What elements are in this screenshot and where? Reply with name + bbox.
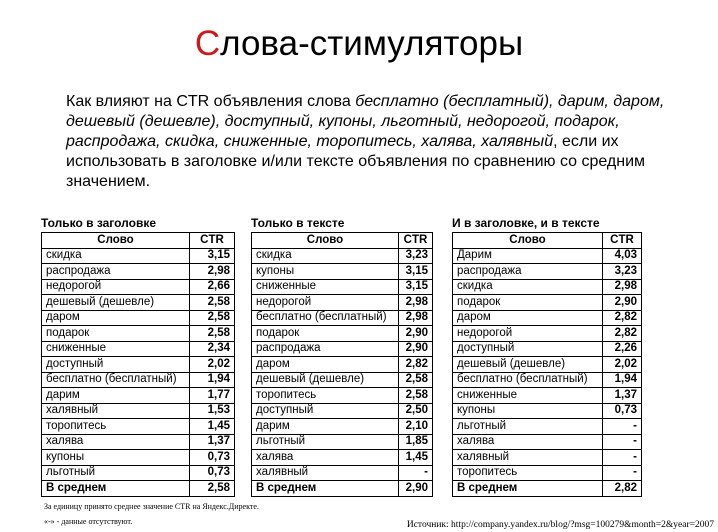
ctr-cell: 2,10: [399, 419, 433, 435]
ctr-cell: 2,90: [399, 341, 433, 357]
ctr-cell: 2,26: [603, 341, 642, 357]
average-row: [453, 481, 642, 497]
table-row: [42, 434, 235, 450]
word-cell: дарим: [252, 419, 399, 435]
ctr-cell: 2,58: [190, 310, 235, 326]
table-row: [252, 372, 433, 388]
ctr-cell: -: [603, 450, 642, 466]
ctr-cell: 0,73: [190, 465, 235, 481]
word-cell: распродажа: [42, 264, 190, 280]
table-title-only: [41, 216, 235, 497]
ctr-cell: 1,45: [190, 419, 235, 435]
table-row: [252, 264, 433, 280]
table-caption: Только в тексте: [251, 216, 345, 230]
ctr-cell: 2,50: [399, 403, 433, 419]
intro-lead: Как влияют на CTR объявления слова: [66, 93, 356, 110]
table-row: [252, 341, 433, 357]
word-cell: скидка: [252, 248, 399, 264]
intro-tail: , если их использовать в заголовке и/или тексте объявления по сравнению со средним значением.: [66, 133, 646, 190]
word-cell: торопитесь: [252, 388, 399, 404]
intro-words: бесплатно (бесплатный), дарим, даром, дешевый (дешевле), доступный, купоны, льготный, недорогой, подарок, распродажа, скидка, сниженные, торопитесь, халява, халявный: [66, 93, 665, 150]
ctr-cell: 1,37: [603, 388, 642, 404]
ctr-cell: 2,34: [190, 341, 235, 357]
table-row: [252, 326, 433, 342]
table-row: [453, 264, 642, 280]
ctr-cell: 3,15: [399, 279, 433, 295]
ctr-cell: 2,02: [190, 357, 235, 373]
ctr-cell: 3,23: [399, 248, 433, 264]
col-word-header: Слово: [453, 233, 603, 249]
word-cell: недорогой: [42, 279, 190, 295]
table-row: [252, 295, 433, 311]
word-cell: распродажа: [453, 264, 603, 280]
footnotes: [44, 499, 259, 529]
word-cell: скидка: [42, 248, 190, 264]
col-ctr-header: CTR: [190, 233, 235, 249]
average-row: [42, 481, 235, 497]
word-cell: бесплатно (бесплатный): [252, 310, 399, 326]
table-row: [453, 341, 642, 357]
word-cell: льготный: [42, 465, 190, 481]
table-row: [42, 341, 235, 357]
word-cell: недорогой: [453, 326, 603, 342]
ctr-cell: 2,82: [603, 310, 642, 326]
table-row: [453, 248, 642, 264]
table-row: [252, 357, 433, 373]
table-row: [42, 248, 235, 264]
word-cell: дешевый (дешевле): [453, 357, 603, 373]
ctr-cell: -: [603, 465, 642, 481]
word-cell: купоны: [453, 403, 603, 419]
table-row: [42, 295, 235, 311]
word-cell: распродажа: [252, 341, 399, 357]
word-cell: бесплатно (бесплатный): [42, 372, 190, 388]
ctr-cell: 2,58: [399, 388, 433, 404]
table-row: [42, 419, 235, 435]
ctr-cell: 1,37: [190, 434, 235, 450]
table-row: [453, 388, 642, 404]
ctr-cell: 1,94: [190, 372, 235, 388]
table-caption: Только в заголовке: [41, 216, 157, 230]
word-cell: сниженные: [453, 388, 603, 404]
table-row: [453, 465, 642, 481]
average-label: В среднем: [252, 481, 399, 497]
average-label: В среднем: [42, 481, 190, 497]
ctr-cell: 1,77: [190, 388, 235, 404]
average-value: 2,90: [399, 481, 433, 497]
table-row: [453, 310, 642, 326]
table-row: [453, 279, 642, 295]
average-row: [252, 481, 433, 497]
ctr-cell: 2,98: [399, 295, 433, 311]
table-row: [252, 310, 433, 326]
word-cell: халявный: [252, 465, 399, 481]
ctr-table: [41, 232, 235, 497]
table-row: [42, 357, 235, 373]
table-row: [453, 450, 642, 466]
slide-title: [0, 22, 718, 66]
ctr-cell: 1,45: [399, 450, 433, 466]
ctr-cell: 0,73: [190, 450, 235, 466]
title-first-letter: С: [194, 24, 221, 63]
ctr-cell: 1,94: [603, 372, 642, 388]
word-cell: бесплатно (бесплатный): [453, 372, 603, 388]
word-cell: скидка: [453, 279, 603, 295]
table-row: [453, 326, 642, 342]
source-line: Источник: http://company.yandex.ru/blog/?msg=100279&month=2&year=2007: [406, 520, 714, 530]
average-value: 2,82: [603, 481, 642, 497]
word-cell: халява: [453, 434, 603, 450]
average-value: 2,58: [190, 481, 235, 497]
ctr-cell: 2,58: [399, 372, 433, 388]
word-cell: льготный: [252, 434, 399, 450]
word-cell: купоны: [42, 450, 190, 466]
word-cell: подарок: [252, 326, 399, 342]
col-ctr-header: CTR: [399, 233, 433, 249]
table-row: [252, 403, 433, 419]
word-cell: даром: [453, 310, 603, 326]
ctr-cell: 0,73: [603, 403, 642, 419]
word-cell: торопитесь: [453, 465, 603, 481]
ctr-cell: 2,82: [603, 326, 642, 342]
word-cell: доступный: [453, 341, 603, 357]
table-row: [42, 403, 235, 419]
table-row: [42, 279, 235, 295]
word-cell: сниженные: [252, 279, 399, 295]
table-row: [42, 372, 235, 388]
table-row: [252, 279, 433, 295]
ctr-cell: 2,82: [399, 357, 433, 373]
word-cell: дешевый (дешевле): [252, 372, 399, 388]
ctr-cell: 2,90: [399, 326, 433, 342]
ctr-cell: 3,23: [603, 264, 642, 280]
intro-text: [66, 92, 686, 192]
table-row: [42, 264, 235, 280]
table-row: [252, 248, 433, 264]
ctr-cell: 3,15: [190, 248, 235, 264]
ctr-cell: 1,85: [399, 434, 433, 450]
word-cell: подарок: [42, 326, 190, 342]
table-row: [42, 326, 235, 342]
word-cell: халява: [42, 434, 190, 450]
table-row: [453, 295, 642, 311]
ctr-cell: 2,98: [190, 264, 235, 280]
footnote-missing: «-» - данные отсутствуют.: [44, 517, 133, 526]
table-row: [252, 450, 433, 466]
word-cell: халява: [252, 450, 399, 466]
word-cell: доступный: [252, 403, 399, 419]
table-row: [453, 357, 642, 373]
ctr-cell: -: [603, 434, 642, 450]
ctr-cell: 1,53: [190, 403, 235, 419]
ctr-cell: 3,15: [399, 264, 433, 280]
ctr-cell: 2,98: [603, 279, 642, 295]
word-cell: Дарим: [453, 248, 603, 264]
col-word-header: Слово: [252, 233, 399, 249]
average-label: В среднем: [453, 481, 603, 497]
ctr-cell: 2,90: [603, 295, 642, 311]
table-row: [453, 434, 642, 450]
table-row: [252, 465, 433, 481]
col-ctr-header: CTR: [603, 233, 642, 249]
word-cell: торопитесь: [42, 419, 190, 435]
table-row: [252, 388, 433, 404]
table-text-only: [251, 216, 433, 497]
table-row: [42, 388, 235, 404]
word-cell: халявный: [42, 403, 190, 419]
col-word-header: Слово: [42, 233, 190, 249]
ctr-cell: 4,03: [603, 248, 642, 264]
title-rest: лова-стимуляторы: [220, 24, 524, 63]
word-cell: халявный: [453, 450, 603, 466]
word-cell: дарим: [42, 388, 190, 404]
ctr-cell: 2,58: [190, 295, 235, 311]
ctr-cell: 2,58: [190, 326, 235, 342]
table-row: [252, 419, 433, 435]
table-title-and-text: [452, 216, 642, 497]
ctr-cell: 2,66: [190, 279, 235, 295]
ctr-table: [251, 232, 433, 497]
table-caption: И в заголовке, и в тексте: [452, 216, 600, 230]
footnote-unit: За единицу принято среднее значение CTR на Яндекс.Директе.: [44, 502, 259, 511]
ctr-table: [452, 232, 642, 497]
word-cell: сниженные: [42, 341, 190, 357]
table-row: [42, 465, 235, 481]
word-cell: дешевый (дешевле): [42, 295, 190, 311]
word-cell: подарок: [453, 295, 603, 311]
table-row: [453, 419, 642, 435]
table-row: [453, 403, 642, 419]
table-row: [252, 434, 433, 450]
word-cell: доступный: [42, 357, 190, 373]
word-cell: купоны: [252, 264, 399, 280]
word-cell: даром: [42, 310, 190, 326]
table-row: [42, 310, 235, 326]
ctr-cell: -: [603, 419, 642, 435]
word-cell: недорогой: [252, 295, 399, 311]
table-row: [42, 450, 235, 466]
ctr-cell: -: [399, 465, 433, 481]
word-cell: даром: [252, 357, 399, 373]
word-cell: льготный: [453, 419, 603, 435]
ctr-cell: 2,02: [603, 357, 642, 373]
ctr-cell: 2,98: [399, 310, 433, 326]
table-row: [453, 372, 642, 388]
